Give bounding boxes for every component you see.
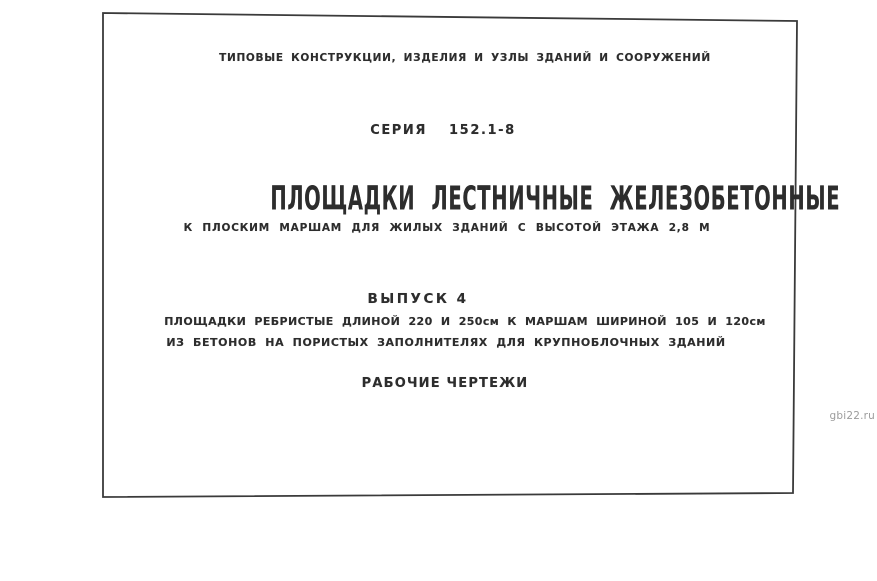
document-header: ТИПОВЫЕ КОНСТРУКЦИИ, ИЗДЕЛИЯ И УЗЛЫ ЗДАНИЙ И СООРУЖЕНИЙ: [219, 52, 711, 64]
main-title: ПЛОЩАДКИ ЛЕСТНИЧНЫЕ ЖЕЛЕЗОБЕТОННЫЕ: [270, 180, 841, 218]
series-label: СЕРИЯ: [370, 123, 428, 138]
site-watermark: gbi22.ru: [829, 410, 875, 422]
issue-description-line-1: ПЛОЩАДКИ РЕБРИСТЫЕ ДЛИНОЙ 220 И 250см К МАРШАМ ШИРИНОЙ 105 И 120см: [164, 315, 766, 328]
series-number: 152.1-8: [449, 123, 516, 138]
subtitle: К ПЛОСКИМ МАРШАМ ДЛЯ ЖИЛЫХ ЗДАНИЙ С ВЫСОТОЙ ЭТАЖА 2,8 М: [183, 222, 711, 234]
issue-label: ВЫПУСК 4: [367, 291, 469, 307]
issue-description-line-2: ИЗ БЕТОНОВ НА ПОРИСТЫХ ЗАПОЛНИТЕЛЯХ ДЛЯ КРУПНОБЛОЧНЫХ ЗДАНИЙ: [166, 336, 726, 349]
main-title-row: [103, 180, 841, 218]
document-type-label: РАБОЧИЕ ЧЕРТЕЖИ: [361, 376, 529, 391]
series-line: [103, 123, 783, 138]
